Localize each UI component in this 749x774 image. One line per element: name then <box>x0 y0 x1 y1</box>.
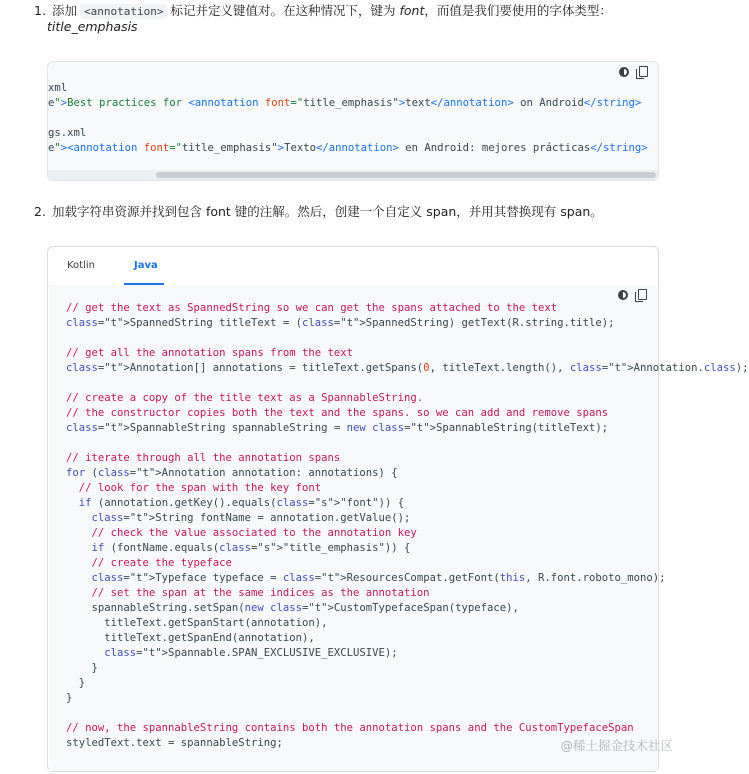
code-line: e">Best practices for <annotation font="title_emphasis">text</annotation> on Android</string> <box>48 97 642 109</box>
copy-icon[interactable] <box>635 289 647 301</box>
code-line: e"><annotation font="title_emphasis">Texto</annotation> en Android: mejores prácticas</string> <box>48 142 648 154</box>
code-line: // get the text as SpannedString so we can get the spans attached to the text <box>66 302 558 314</box>
code-line: // now, the spannableString contains both the annotation spans and the CustomTypefaceSpan <box>66 722 634 734</box>
code-line: // create a copy of the title text as a SpannableString. <box>66 392 424 404</box>
step-2-text: 加载字符串资源并找到包含 font 键的注解。然后，创建一个自定义 span，并用其替换现有 span。 <box>51 204 603 219</box>
code-line: titleText.getSpanEnd(annotation), <box>66 632 315 644</box>
code-line: // iterate through all the annotation spans <box>66 452 341 464</box>
theme-toggle-icon[interactable] <box>618 66 630 78</box>
code-line: // get all the annotation spans from the text <box>66 347 354 359</box>
horizontal-scrollbar-thumb[interactable] <box>156 172 656 178</box>
code-line: class="t">String <box>91 512 194 524</box>
theme-toggle-icon[interactable] <box>617 289 629 301</box>
step-2 <box>34 202 603 222</box>
code-line: // look for the span with the key font <box>66 482 322 494</box>
code-line: spannableString.setSpan(new class="t">CustomTypefaceSpan <box>66 602 449 614</box>
code-line: styledText.text = spannableString; <box>66 737 283 749</box>
code-line: if (fontName.equals(class="s">"title_emphasis" <box>91 542 385 554</box>
code-line: class="t">SpannedString <box>66 317 213 329</box>
code-line: if (annotation.getKey().equals(class="s">"font" <box>78 497 379 509</box>
code-line: } <box>66 662 98 674</box>
code-line: class="t">SpannableString <box>66 422 226 434</box>
value-word: title_emphasis <box>47 19 138 34</box>
code-block-2-tools <box>617 289 647 301</box>
code-line: gs.xml <box>48 127 87 139</box>
step-1-number: 1. <box>34 3 46 18</box>
language-tabs <box>48 247 658 286</box>
code-line: // create the typeface <box>66 557 232 569</box>
watermark: @稀土掘金技术社区 <box>560 738 673 753</box>
code-line: // check the value associated to the annotation key <box>66 527 417 539</box>
code-block-1-content <box>48 81 648 156</box>
code-block-xml <box>47 61 659 181</box>
code-tabs-card <box>47 246 749 772</box>
copy-icon[interactable] <box>636 66 648 78</box>
code-line: for (class="t">Annotation <box>66 467 226 479</box>
code-block-java <box>49 285 749 771</box>
key-word: font <box>399 3 425 18</box>
step-1-text-before: 添加 <box>51 3 77 18</box>
step-1-text-middle: ，而值是我们要使用的字体类型： <box>424 3 612 18</box>
code-line: class="t">Spannable <box>104 647 226 659</box>
code-line: xml <box>48 82 68 94</box>
code-line: titleText.getSpanStart(annotation), <box>66 617 328 629</box>
code-block-1-tools <box>618 66 648 78</box>
code-line: // set the span at the same indices as the annotation <box>66 587 430 599</box>
code-line: } <box>66 677 86 689</box>
tab-kotlin[interactable]: Kotlin <box>67 260 95 271</box>
step-2-number: 2. <box>34 204 46 219</box>
code-block-2-content: // get the text as SpannedString so we can get the spans attached to the text class="t">SpannedString titleText = (class="t">SpannedString) getText(R.string.title); // get all the annotation spans from the text class="t">Annotation[] annotations = titleText.getSpans(0, titleText.length(), class="t">Annotation.class); // create a copy of the title text as a SpannableString. // the constructor copies both the text and the spans. so we can add and remove spans class="t">SpannableString spannableString = new class="t">SpannableString(titleText); // iterate through all the annotation spans for (class="t">Annotation annotation: annotations) { // look for the span with the key font if (annotation.getKey().equals(class="s">"font")) { class="t">String fontName = annotation.getValue(); // check the value associated to the annotation key if (fontName.equals(class="s">"title_emphasis")) { // create the typeface class="t">Typeface typeface = class="t">ResourcesCompat.getFont(this, R.font.roboto_mono); // set the span at the same indices as the annotation spannableString.setSpan(new class="t">CustomTypefaceSpan(typeface), titleText.getSpanStart(annotation), titleText.getSpanEnd(annotation), class="t">Spannable.SPAN_EXCLUSIVE_EXCLUSIVE); } } } // now, the spannableString contains both the annotation spans and the CustomTypefaceSpan styledText.text = spannableString; <box>66 302 749 749</box>
code-line: } <box>66 692 73 704</box>
annotation-inline-code: <annotation> <box>80 4 167 19</box>
code-line: class="t">Typeface <box>91 572 207 584</box>
step-1-text-after: 标记并定义键值对。在这种情况下，键为 <box>170 3 396 18</box>
tab-java[interactable]: Java <box>134 260 158 271</box>
code-line: class="t">Annotation <box>66 362 194 374</box>
code-line: // the constructor copies both the text and the spans. so we can add and remove spans <box>66 407 609 419</box>
